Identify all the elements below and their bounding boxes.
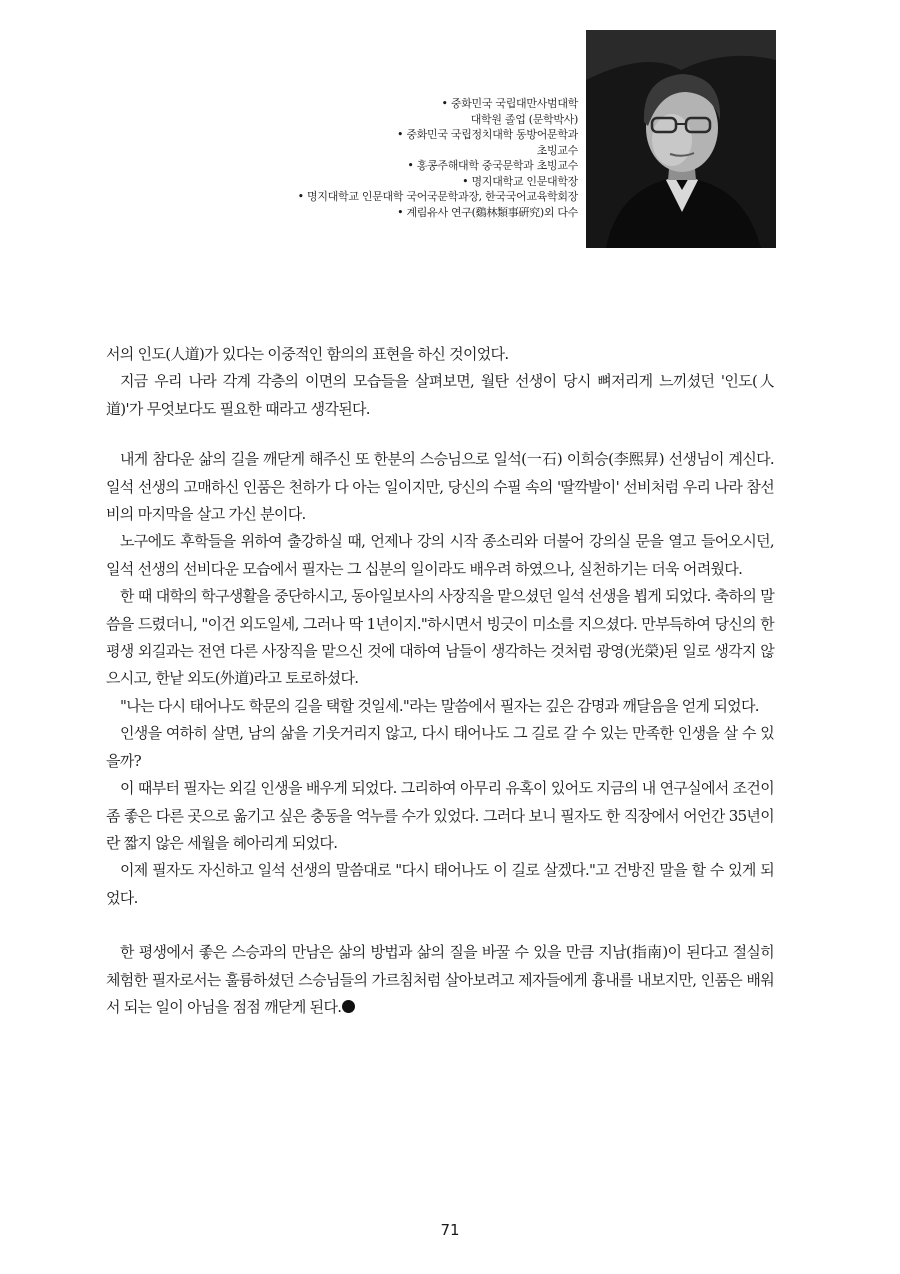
bio-line: • 명지대학교 인문대학장 (462, 174, 578, 188)
paragraph: 인생을 여하히 살면, 남의 삶을 기웃거리지 않고, 다시 태어나도 그 길로 갈 수 있는 만족한 인생을 살 수 있을까? (106, 724, 774, 770)
author-photo (586, 30, 776, 248)
paragraph: 지금 우리 나라 각계 각층의 이면의 모습들을 살펴보면, 월탄 선생이 당시 뼈저리게 느끼셨던 '인도(人道)'가 무엇보다도 필요한 때라고 생각된다. (106, 372, 774, 418)
paragraph: 한 때 대학의 학구생활을 중단하시고, 동아일보사의 사장직을 맡으셨던 일석 선생을 뵙게 되었다. 축하의 말씀을 드렸더니, "이건 외도일세, 그러나 딱 1년이지."하시면서 빙긋이 미소를 지으셨다. 만부득하여 당신의 한평생 외길과는 전연 다른 사장직을 맡으신 것에 대하여 남들이 생각하는 것처럼 광영(光榮)된 일로 생각지 않으시고, 한낱 외도(外道)라고 토로하셨다. (106, 587, 774, 688)
bio-line: • 중화민국 국립대만사범대학 (441, 97, 578, 110)
bio-line: • 명지대학교 인문대학 국어국문학과장, 한국국어교육학회장 (297, 190, 578, 203)
bio-line: 초빙교수 (536, 143, 578, 157)
paragraph: 내게 참다운 삶의 길을 깨닫게 해주신 또 한분의 스승님으로 일석(一石) 이희승(李熙昇) 선생님이 계신다. 일석 선생의 고매하신 인품은 천하가 다 아는 일이지만, 당신의 수필 속의 '딸깍발이' 선비처럼 우리 나라 참선비의 마지막을 살고 가신 분이다. (106, 450, 774, 524)
paragraph: 서의 인도(人道)가 있다는 이중적인 함의의 표현을 하신 것이었다. (106, 345, 509, 363)
paragraph: 이제 필자도 자신하고 일석 선생의 말씀대로 "다시 태어나도 이 길로 살겠다."고 건방진 말을 할 수 있게 되었다. (106, 861, 774, 907)
author-bio (180, 96, 578, 220)
final-paragraph (106, 939, 774, 1021)
paragraph: 이 때부터 필자는 외길 인생을 배우게 되었다. 그리하여 아무리 유혹이 있어도 지금의 내 연구실에서 조건이 좀 좋은 다른 곳으로 옮기고 싶은 충동을 억누를 수가 있었다. 그러다 보니 필자도 한 직장에서 어언간 35년이란 짧지 않은 세월을 헤아리게 되었다. (106, 779, 774, 852)
end-of-article-icon (342, 1000, 355, 1013)
paragraph: 노구에도 후학들을 위하여 출강하실 때, 언제나 강의 시작 종소리와 더불어 강의실 문을 열고 들어오시던, 일석 선생의 선비다운 모습에서 필자는 그 십분의 일이라도 배우려 하였으나, 실천하기는 더욱 어려웠다. (106, 532, 774, 578)
bio-line: • 중화민국 국립정치대학 동방어문학과 (397, 128, 578, 141)
article-body (106, 341, 774, 1021)
paragraph: "나는 다시 태어나도 학문의 길을 택할 것일세."라는 말씀에서 필자는 깊은 감명과 깨달음을 얻게 되었다. (120, 696, 759, 715)
bio-line: 대학원 졸업 (문학박사) (470, 112, 578, 126)
bio-line: • 홍콩주해대학 중국문학과 초빙교수 (407, 159, 578, 172)
paragraph-text: 한 평생에서 좋은 스승과의 만남은 삶의 방법과 삶의 질을 바꿀 수 있을 만큼 지남(指南)이 된다고 절실히 체험한 필자로서는 훌륭하셨던 스승님들의 가르침처럼 살아보려고 제자들에게 흉내를 내보지만, 인품은 배워서 되는 일이 아님을 점점 깨닫게 된다. (106, 943, 774, 1016)
bio-line: • 계림유사 연구(鷄林類事硏究)외 다수 (397, 205, 578, 219)
page-number: 71 (440, 1221, 460, 1239)
